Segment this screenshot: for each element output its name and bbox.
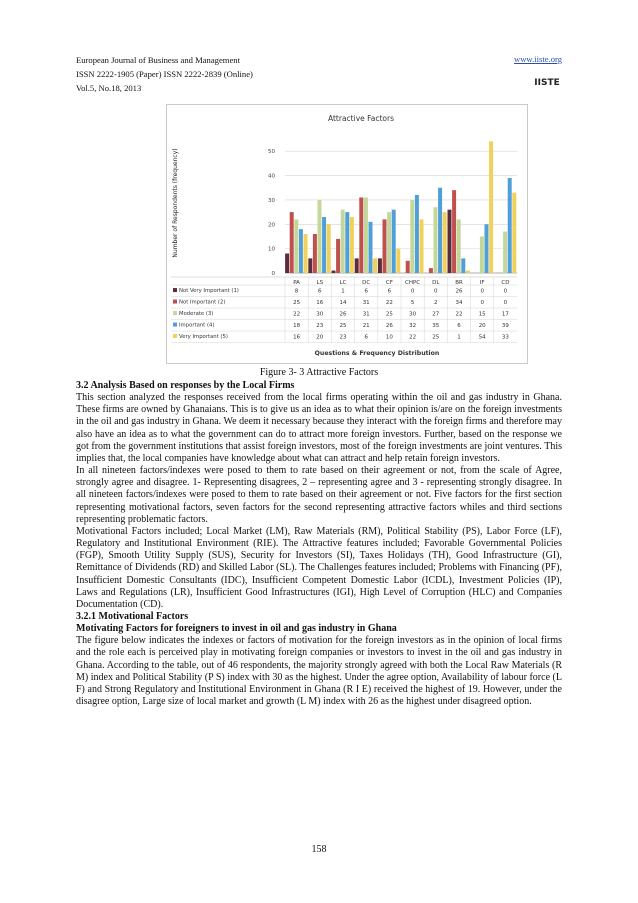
data-label: 30 — [409, 311, 417, 318]
data-label: 23 — [339, 334, 347, 341]
legend-swatch — [173, 288, 177, 292]
bar — [290, 212, 294, 273]
bar — [457, 219, 461, 273]
journal-title: European Journal of Business and Management — [76, 55, 240, 65]
y-axis-label: Number of Respondents (frequency) — [172, 148, 179, 258]
bar — [332, 271, 336, 273]
category-label: DL — [432, 280, 440, 286]
data-label: 25 — [432, 334, 440, 341]
bar — [294, 219, 298, 273]
data-label: 1 — [341, 288, 345, 295]
data-label: 0 — [480, 288, 484, 295]
data-label: 25 — [385, 311, 393, 318]
data-label: 22 — [409, 334, 417, 341]
bar — [304, 234, 308, 273]
data-label: 20 — [316, 334, 324, 341]
attractive-factors-chart — [167, 105, 527, 363]
data-label: 23 — [316, 323, 324, 330]
bar — [480, 236, 484, 273]
legend-label: Very Important (5) — [179, 334, 228, 341]
data-label: 39 — [501, 323, 509, 330]
data-label: 54 — [478, 334, 486, 341]
section-heading: 3.2 Analysis Based on responses by the Local Firms — [76, 380, 295, 391]
bar — [299, 229, 303, 273]
journal-url-link[interactable]: www.iiste.org — [514, 54, 562, 64]
bar — [378, 258, 382, 273]
category-label: BR — [455, 280, 463, 286]
category-label: LC — [339, 280, 347, 286]
bar — [373, 258, 377, 273]
data-label: 0 — [503, 288, 508, 295]
data-label: 6 — [364, 334, 368, 341]
paragraph: In all nineteen factors/indexes were posed to them to rate based on their agreement or not, from the scale of Agree, strongly agree and disagree. 1- Representing disagrees, 2 – representing agree and 3 - representing strongly disagree. In all nineteen factors/indexes were posed to them to rate based on their agreement or not. Five factors for the first section representing motivational factors, seven factors for the second representing attractive factors whiles and third sections representing problematic factors. — [76, 465, 562, 525]
chart-figure — [166, 104, 528, 364]
bar — [503, 232, 507, 273]
data-label: 10 — [385, 334, 393, 341]
legend-swatch — [173, 323, 177, 327]
bar — [345, 212, 349, 273]
bar — [364, 197, 368, 273]
data-label: 1 — [457, 334, 461, 341]
paragraph: The figure below indicates the indexes or factors of motivation for the foreign investors as in the opinion of local firms and the role each is perceived play in motivating foreign companies or investors to invest in the oil and gas industry in Ghana. According to the table, out of 46 respondents, the majority strongly agreed with both the Local Raw Materials (R M) index and Political Stability (P S) index with 30 as the highest. Under the agree option, Availability of labour force (L F) and Strong Regulatory and Institutional Environment in Ghana (R I E) received the highest of 19. However, under the disagree option, Large size of local market and growth (L M) index with 26 as the highest under disagreed option. — [76, 635, 562, 708]
category-label: LS — [316, 280, 324, 286]
bar — [359, 197, 363, 273]
y-tick-label: 0 — [271, 271, 275, 277]
data-label: 2 — [434, 300, 438, 307]
category-label: CHPC — [405, 280, 421, 286]
legend-swatch — [173, 311, 177, 315]
y-tick-label: 50 — [268, 149, 275, 156]
category-label: IF — [479, 280, 485, 286]
legend-label: Not Important (2) — [179, 299, 226, 306]
data-label: 0 — [434, 288, 438, 295]
data-label: 25 — [293, 300, 301, 307]
bar — [410, 200, 414, 273]
subsection-heading: 3.2.1 Motivational Factors — [76, 610, 189, 622]
data-label: 26 — [385, 323, 393, 330]
data-label: 33 — [501, 334, 509, 341]
bar — [383, 219, 387, 273]
logo-text: IISTE — [534, 78, 560, 88]
data-label: 32 — [409, 323, 417, 330]
bar — [350, 217, 354, 273]
bar — [466, 271, 470, 273]
bar — [461, 258, 465, 273]
bar — [434, 207, 438, 273]
bar — [285, 254, 289, 273]
chart-title: Attractive Factors — [327, 114, 395, 123]
legend-label: Not Very Important (1) — [179, 288, 239, 295]
data-label: 22 — [293, 311, 301, 318]
data-label: 31 — [362, 300, 370, 307]
data-label: 15 — [478, 311, 486, 318]
data-label: 16 — [316, 300, 324, 307]
legend-swatch — [173, 300, 177, 304]
data-label: 0 — [410, 288, 415, 295]
bar — [448, 210, 452, 273]
y-tick-label: 20 — [268, 222, 275, 229]
bar — [443, 212, 447, 273]
data-label: 0 — [503, 300, 508, 307]
legend-label: Moderate (3) — [179, 311, 214, 318]
bar — [508, 178, 512, 273]
bar — [392, 210, 396, 273]
data-label: 8 — [294, 288, 299, 295]
issn-line: ISSN 2222-1905 (Paper) ISSN 2222-2839 (Online) — [76, 69, 253, 79]
category-label: DC — [362, 280, 371, 286]
bar — [452, 190, 456, 273]
bar — [420, 219, 424, 273]
bar — [429, 268, 433, 273]
category-label: CF — [385, 280, 393, 286]
category-label: CD — [501, 280, 510, 286]
data-label: 22 — [385, 300, 393, 307]
bar — [322, 217, 326, 273]
bar — [396, 249, 400, 273]
data-label: 17 — [501, 311, 509, 318]
bar — [438, 188, 442, 273]
bar — [512, 193, 516, 273]
data-label: 5 — [410, 300, 415, 307]
data-label: 18 — [293, 323, 301, 330]
data-label: 0 — [480, 300, 484, 307]
bar — [415, 195, 419, 273]
bar — [387, 212, 391, 273]
page-number: 158 — [311, 844, 327, 855]
data-label: 30 — [316, 311, 324, 318]
y-tick-label: 30 — [268, 197, 275, 204]
x-axis-label: Questions & Frequency Distribution — [314, 350, 440, 357]
bar — [489, 141, 493, 273]
paragraph: Motivational Factors included; Local Market (LM), Raw Materials (RM), Political Stability (PS), Labor Force (LF), Regulatory and Institutional Environment (RIE). The Attractive features included; Favorable Governmental Policies (FGP), Smooth Utility Supply (SUS), Security for Investors (SI), Taxes Holidays (TH), Good Infrastructure (GI), Remittance of Dividends (RD) and Skilled Labor (SL). The Challenges features included; Problems with Financing (PF), Insufficient Domestic Consultants (IDC), Insufficient Competent Domestic Labor (ICDL), Investment Policies (IP), Laws and Regulations (LR), Insufficient Good Infrastructures (IGI), High Level of Corruption (HLC) and Companies Documentation (CD). — [76, 525, 562, 610]
bar — [355, 258, 359, 273]
y-tick-label: 10 — [268, 246, 275, 253]
bar — [327, 224, 331, 273]
y-tick-label: 40 — [268, 173, 275, 180]
bar — [485, 224, 489, 273]
data-label: 35 — [432, 323, 440, 330]
volume-line: Vol.5, No.18, 2013 — [76, 83, 142, 93]
data-label: 31 — [362, 311, 370, 318]
bar — [341, 210, 345, 273]
paragraph: This section analyzed the responses received from the local firms operating within the oil and gas industry in Ghana. These firms are owned by Ghanaians. This is to give us an idea as to what their opinion is/are on the foreign investments in the oil and gas industry in Ghana. We deem it necessary because they interact with the foreign firms and therefore may also have an idea as to what the government can do to attract more foreign investors. Further, based on the response we got from the government institutions that assist foreign investors, most of the foreign investments are joint ventures. This implies that, the local companies have knowledge about what can attract and help retain foreign investors. — [76, 392, 562, 464]
data-label: 14 — [339, 300, 347, 307]
bar — [308, 258, 312, 273]
data-label: 6 — [457, 323, 461, 330]
data-label: 27 — [432, 311, 440, 318]
subheading: Motivating Factors for foreigners to invest in oil and gas industry in Ghana — [76, 623, 397, 635]
legend-swatch — [173, 334, 177, 338]
bar — [406, 261, 410, 273]
bar — [313, 234, 317, 273]
body-text — [76, 380, 562, 708]
legend-label: Important (4) — [179, 322, 215, 329]
data-label: 25 — [339, 323, 347, 330]
figure-caption: Figure 3- 3 Attractive Factors — [259, 367, 379, 378]
data-label: 26 — [455, 288, 463, 295]
data-label: 20 — [478, 323, 486, 330]
data-label: 21 — [362, 323, 370, 330]
data-label: 6 — [387, 288, 392, 295]
data-label: 34 — [455, 300, 463, 307]
data-label: 6 — [318, 288, 322, 295]
data-label: 22 — [455, 311, 463, 318]
data-label: 6 — [364, 288, 368, 295]
bar — [369, 222, 373, 273]
iiste-logo — [532, 68, 562, 90]
data-label: 16 — [293, 334, 301, 341]
bar — [318, 200, 322, 273]
data-label: 26 — [339, 311, 347, 318]
bar — [336, 239, 340, 273]
category-label: PA — [293, 280, 300, 286]
